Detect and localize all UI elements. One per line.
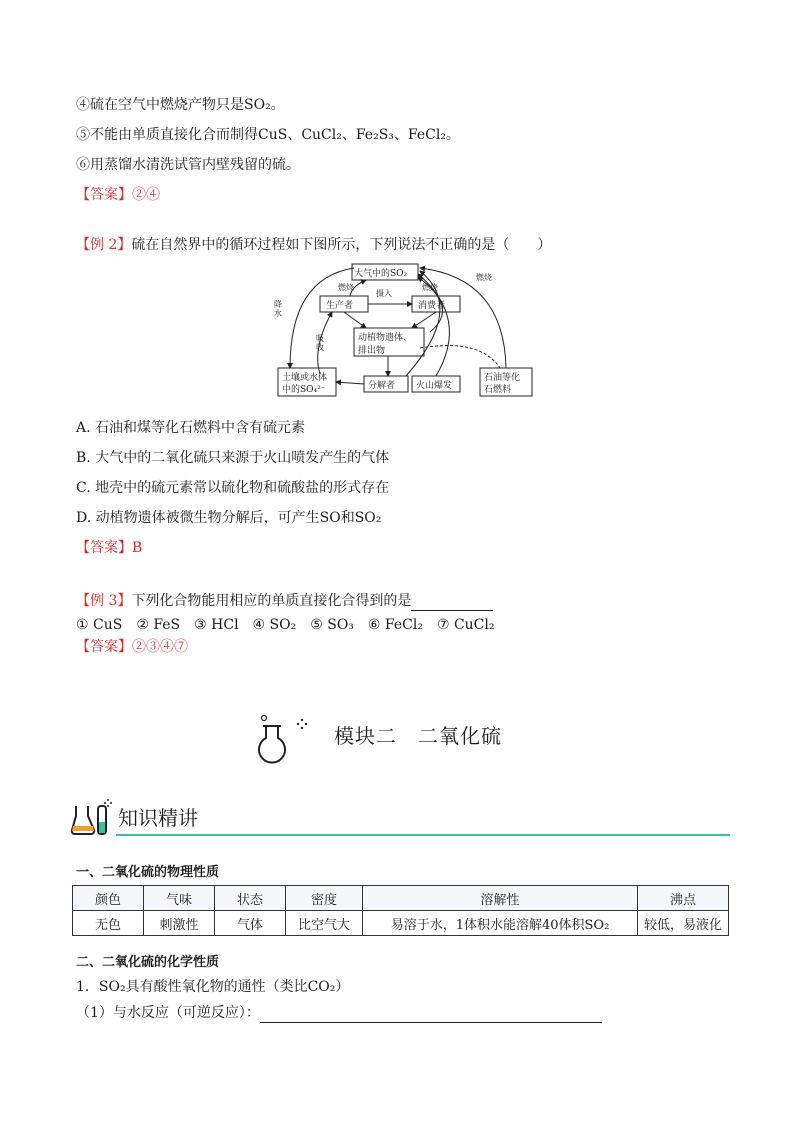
table-cell: 易溶于水，1体积水能溶解40体积SO₂ xyxy=(363,911,638,936)
answer-2 xyxy=(76,539,142,557)
label-absorb: 吸收 xyxy=(316,334,324,352)
answer-value: B xyxy=(132,540,143,556)
option-c: C. 地壳中的硫元素常以硫化物和硫酸盐的形式存在 xyxy=(76,480,390,496)
chemical-properties-heading: 二、二氧化硫的化学性质 xyxy=(76,955,220,970)
node-consumer: 消费者 xyxy=(418,301,446,311)
node-producer: 生产者 xyxy=(326,301,354,311)
label-intake: 摄入 xyxy=(376,289,392,298)
item-6: ⑥用蒸馏水清洗试管内壁残留的硫。 xyxy=(76,157,300,173)
node-remains-line2: 排出物 xyxy=(358,346,386,356)
table-cell: 刺激性 xyxy=(144,911,215,936)
table-header-cell: 气味 xyxy=(144,886,215,911)
option-b: B. 大气中的二氧化硫只来源于火山喷发产生的气体 xyxy=(76,450,390,466)
knowledge-section-heading xyxy=(70,796,730,840)
question-text: 硫在自然界中的循环过程如下图所示，下列说法不正确的是（ ） xyxy=(131,237,552,253)
example-3-choices: ① CuS ② FeS ③ HCl ④ SO₂ ⑤ SO₃ ⑥ FeCl₂ ⑦ CuCl₂ xyxy=(76,617,495,633)
option-d: D. 动植物遗体被微生物分解后，可产生SO和SO₂ xyxy=(76,510,382,526)
node-volcano: 火山爆发 xyxy=(416,381,453,391)
table-cell: 比空气大 xyxy=(286,911,363,936)
table-cell: 气体 xyxy=(215,911,286,936)
node-remains-line1: 动植物遗体、 xyxy=(358,333,413,343)
table-header-cell: 溶解性 xyxy=(363,886,638,911)
example-tag: 【例 3】 xyxy=(76,593,132,609)
option-a: A. 石油和煤等化石燃料中含有硫元素 xyxy=(76,420,306,436)
sulfur-cycle-diagram xyxy=(270,258,540,398)
item-4: ④硫在空气中燃烧产物只是SO₂。 xyxy=(76,97,285,113)
module-heading xyxy=(252,714,552,774)
table-header-cell: 沸点 xyxy=(638,886,729,911)
example-3-question xyxy=(76,592,493,611)
example-tag: 【例 2】 xyxy=(76,237,132,253)
table-header-cell: 状态 xyxy=(215,886,286,911)
section-divider xyxy=(116,834,730,836)
table-header-row xyxy=(73,886,729,911)
item-5: ⑤不能由单质直接化合而制得CuS、CuCl₂、Fe₂S₃、FeCl₂。 xyxy=(76,127,460,143)
answer-tag: 【答案】 xyxy=(76,187,132,203)
answer-1 xyxy=(76,186,160,204)
chemical-line-2 xyxy=(76,1004,602,1023)
answer-value: ②④ xyxy=(132,187,160,203)
physical-properties-heading: 一、二氧化硫的物理性质 xyxy=(76,865,220,880)
chemical-line-2-text: （1）与水反应（可逆反应）： xyxy=(76,1005,260,1021)
label-burn-middle: 燃烧 xyxy=(422,283,438,292)
node-soil-line2: 中的SO₄²⁻ xyxy=(282,385,326,395)
label-burn-right: 燃烧 xyxy=(476,273,492,282)
table-header-cell: 密度 xyxy=(286,886,363,911)
table-row xyxy=(73,911,729,936)
table-cell: 无色 xyxy=(73,911,144,936)
node-decomposer: 分解者 xyxy=(368,381,396,391)
table-cell: 较低，易液化 xyxy=(638,911,729,936)
node-atmosphere-so2: 大气中的SO₂ xyxy=(354,269,408,279)
answer-value: ②③④⑦ xyxy=(132,639,188,655)
question-text: 下列化合物能用相应的单质直接化合得到的是 xyxy=(131,593,412,609)
answer-blank xyxy=(411,592,493,611)
knowledge-title: 知识精讲 xyxy=(118,806,198,830)
answer-blank xyxy=(260,1004,602,1023)
node-fossil-line2: 石燃料 xyxy=(484,385,512,395)
chemical-line-1: 1．SO₂具有酸性氧化物的通性（类比CO₂） xyxy=(76,979,350,995)
answer-tag: 【答案】 xyxy=(76,540,132,556)
answer-3 xyxy=(76,638,188,656)
label-rain: 降水 xyxy=(274,300,282,318)
table-header-cell: 颜色 xyxy=(73,886,144,911)
label-burn-left: 燃烧 xyxy=(338,283,354,292)
example-2-question xyxy=(76,236,551,254)
answer-tag: 【答案】 xyxy=(76,639,132,655)
flask-icon xyxy=(252,714,312,774)
physical-properties-table xyxy=(72,885,729,936)
lab-glassware-icon xyxy=(70,796,116,836)
node-soil-line1: 土壤或水体 xyxy=(282,373,328,383)
node-fossil-line1: 石油等化 xyxy=(484,373,521,383)
module-title: 模块二 二氧化硫 xyxy=(334,724,502,748)
